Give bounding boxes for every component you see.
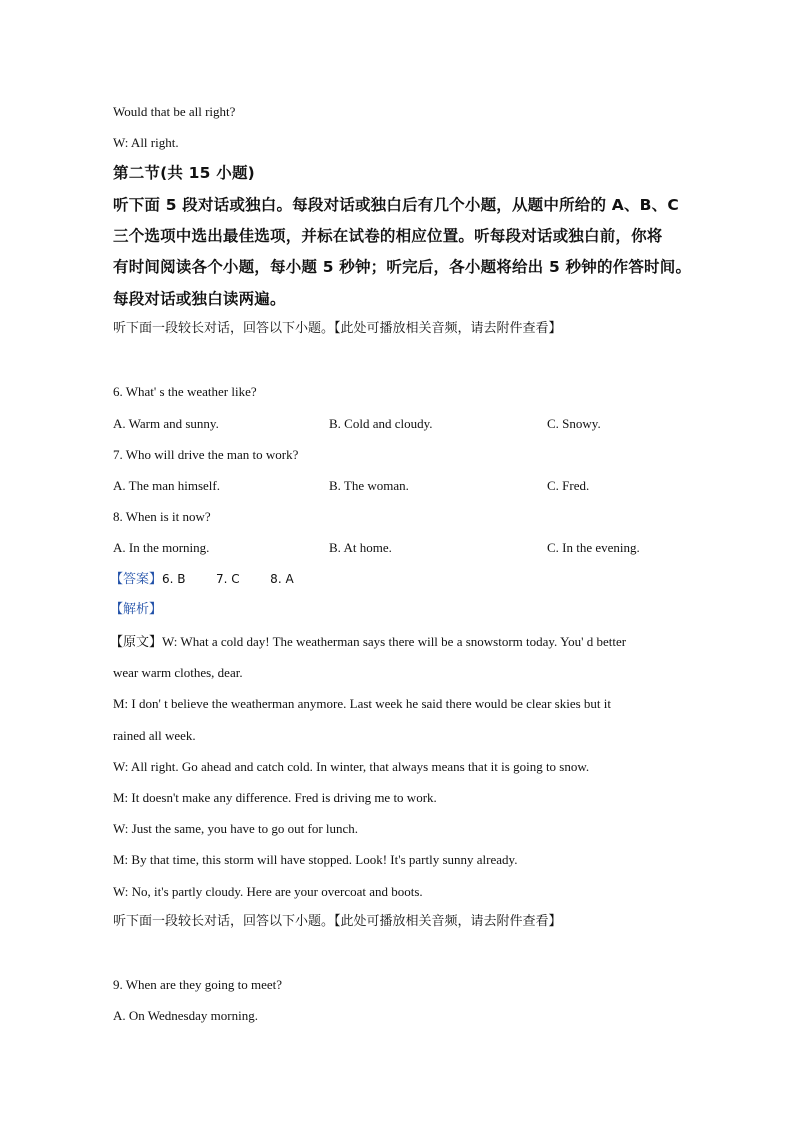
option-6a: A. Warm and sunny. xyxy=(113,416,219,431)
section-title: 第二节(共 15 小题) xyxy=(113,164,255,182)
option-6c: C. Snowy. xyxy=(547,416,601,431)
transcript-line: M: By that time, this storm will have stopped. Look! It's partly sunny already. xyxy=(113,852,518,867)
transcript-line: W: Just the same, you have to go out for lunch. xyxy=(113,821,359,836)
instruction-line: 听下面 5 段对话或独白。每段对话或独白后有几个小题，从题中所给的 A、B、C xyxy=(113,196,679,214)
transcript-line: W: No, it's partly cloudy. Here are your overcoat and boots. xyxy=(113,884,423,899)
transcript-line: rained all week. xyxy=(113,728,196,743)
option-8a: A. In the morning. xyxy=(113,540,210,555)
question-6: 6. What' s the weather like? xyxy=(113,384,257,399)
original-label: 【原文】 xyxy=(110,635,163,650)
option-7a: A. The man himself. xyxy=(113,478,220,493)
option-7b: B. The woman. xyxy=(329,478,409,493)
dialogue-line: W: All right. xyxy=(113,135,179,150)
analysis-label: 【解析】 xyxy=(110,602,163,617)
instruction-line: 三个选项中选出最佳选项，并标在试卷的相应位置。听每段对话或独白前，你将 xyxy=(113,227,663,245)
transcript-line: W: What a cold day! The weatherman says there will be a snowstorm today. You' d better xyxy=(162,634,627,649)
transcript-line: wear warm clothes, dear. xyxy=(113,665,243,680)
instruction-line: 每段对话或独白读两遍。 xyxy=(113,290,286,308)
original-text-line xyxy=(110,633,626,652)
option-6b: B. Cold and cloudy. xyxy=(329,416,433,431)
question-9: 9. When are they going to meet? xyxy=(113,977,283,992)
instruction-line: 有时间阅读各个小题，每小题 5 秒钟；听完后，各小题将给出 5 秒钟的作答时间。 xyxy=(113,258,692,276)
question-7: 7. Who will drive the man to work? xyxy=(113,447,299,462)
answer-line xyxy=(110,570,294,589)
option-8c: C. In the evening. xyxy=(547,540,640,555)
transcript-line: M: I don' t believe the weatherman anymore. Last week he said there would be clear skies but it xyxy=(113,696,611,711)
listening-instruction: 听下面一段较长对话，回答以下小题。【此处可播放相关音频，请去附件查看】 xyxy=(113,321,562,336)
option-8b: B. At home. xyxy=(329,540,392,555)
transcript-line: W: All right. Go ahead and catch cold. In winter, that always means that it is going to snow. xyxy=(113,759,590,774)
answer-text: 6. B 7. C 8. A xyxy=(162,572,294,586)
option-9a: A. On Wednesday morning. xyxy=(113,1008,258,1023)
dialogue-line: Would that be all right? xyxy=(113,104,236,119)
option-7c: C. Fred. xyxy=(547,478,590,493)
listening-instruction: 听下面一段较长对话，回答以下小题。【此处可播放相关音频，请去附件查看】 xyxy=(113,914,562,929)
transcript-line: M: It doesn't make any difference. Fred is driving me to work. xyxy=(113,790,437,805)
answer-label: 【答案】 xyxy=(110,572,163,587)
question-8: 8. When is it now? xyxy=(113,509,211,524)
